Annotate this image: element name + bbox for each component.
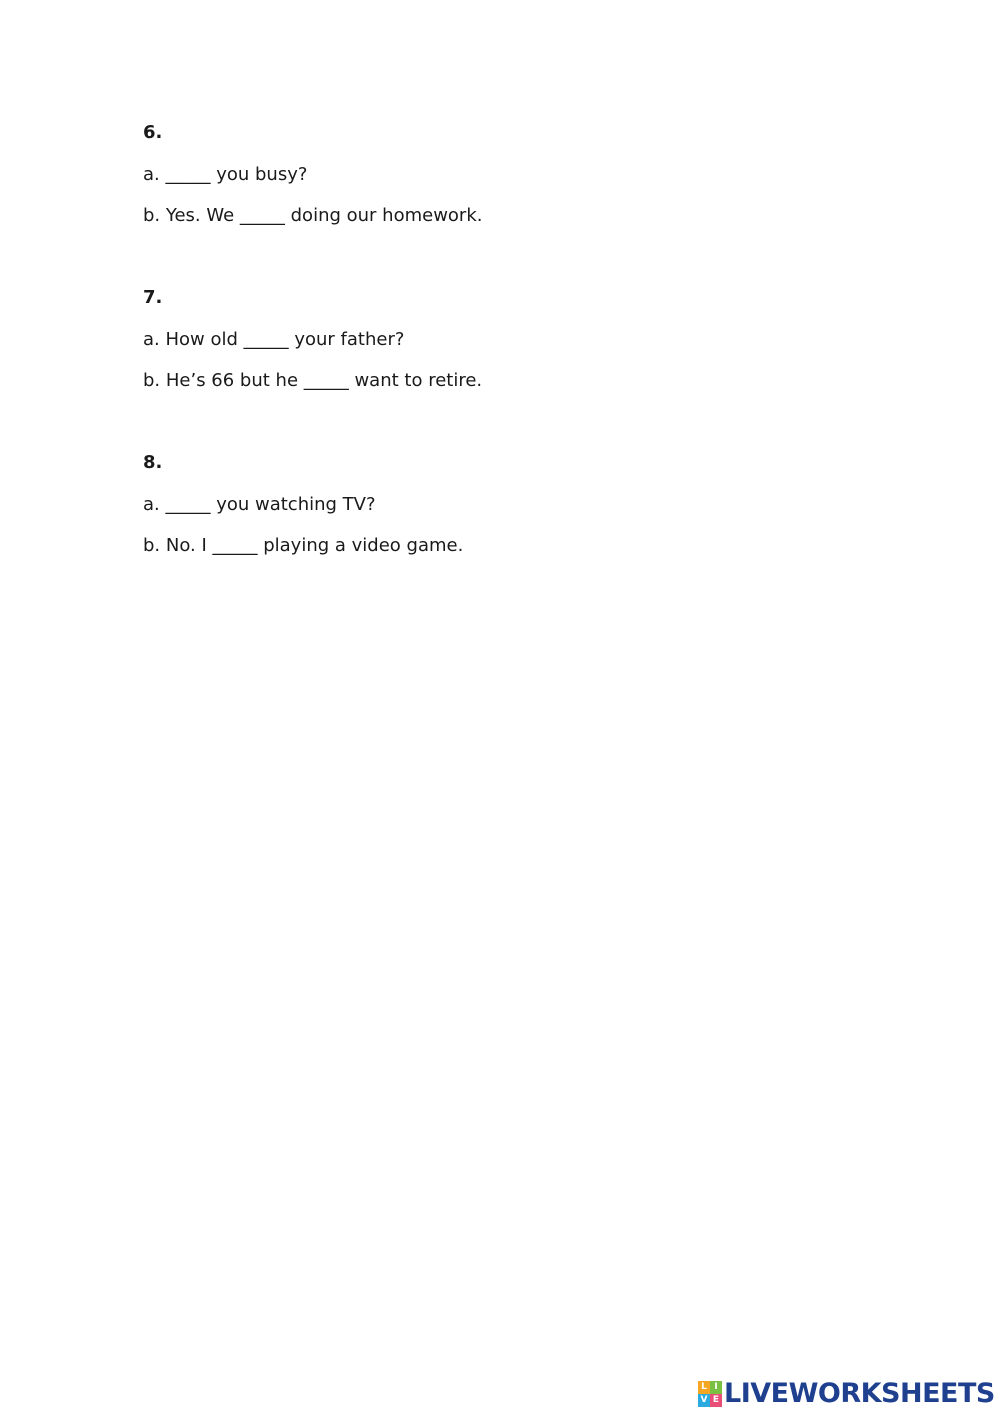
question-number: 6. <box>143 122 163 143</box>
liveworksheets-brand <box>698 1378 995 1410</box>
logo-letter: L <box>698 1381 710 1394</box>
logo-letter: V <box>698 1394 710 1407</box>
question-line-b: b. No. I _____ playing a video game. <box>143 535 464 556</box>
question-line-a: a. _____ you watching TV? <box>143 494 376 515</box>
liveworksheets-logo-icon <box>698 1381 722 1407</box>
logo-letter: I <box>710 1381 722 1394</box>
brand-name: LIVEWORKSHEETS <box>724 1378 995 1409</box>
question-line-b: b. Yes. We _____ doing our homework. <box>143 205 483 226</box>
question-line-b: b. He’s 66 but he _____ want to retire. <box>143 370 483 391</box>
logo-letter: E <box>710 1394 722 1407</box>
question-number: 7. <box>143 287 163 308</box>
question-line-a: a. _____ you busy? <box>143 164 308 185</box>
question-line-a: a. How old _____ your father? <box>143 329 405 350</box>
question-number: 8. <box>143 452 163 473</box>
